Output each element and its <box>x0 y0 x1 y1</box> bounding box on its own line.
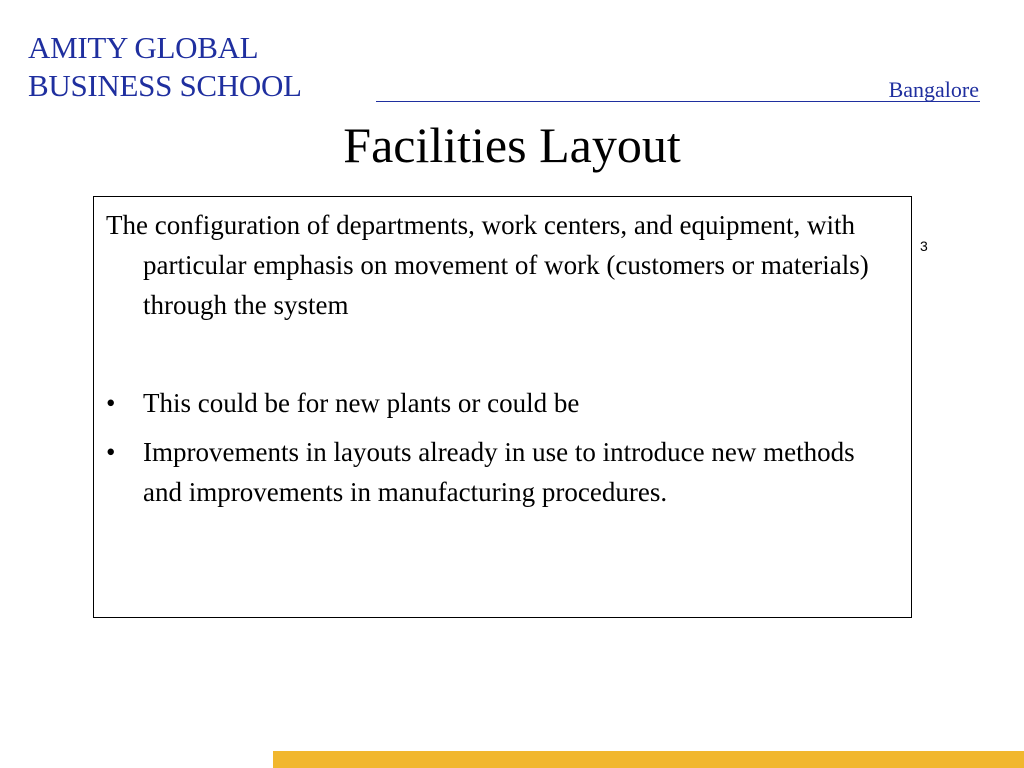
bullet-item <box>106 383 896 423</box>
page-number: 3 <box>920 238 928 254</box>
brand-name-line-1: AMITY GLOBAL <box>28 30 259 65</box>
bullet-item <box>106 432 896 512</box>
paragraph-spacer <box>106 325 896 383</box>
content-box <box>93 196 912 618</box>
footer-accent-bar <box>273 751 1024 768</box>
slide-title: Facilities Layout <box>343 117 681 173</box>
bullet-text: This could be for new plants or could be <box>143 388 580 418</box>
definition-paragraph: The configuration of departments, work centers, and equipment, with particular emphasis on movement of work (customers or materials) through the system <box>106 210 869 320</box>
content-text <box>106 205 896 521</box>
bullet-text: Improvements in layouts already in use to introduce new methods and improvements in manufacturing procedures. <box>143 437 855 507</box>
campus-label: Bangalore <box>888 77 979 102</box>
brand-name-line-2: BUSINESS SCHOOL <box>28 68 302 103</box>
bullet-glyph: • <box>106 388 116 418</box>
bullet-glyph: • <box>106 437 116 467</box>
